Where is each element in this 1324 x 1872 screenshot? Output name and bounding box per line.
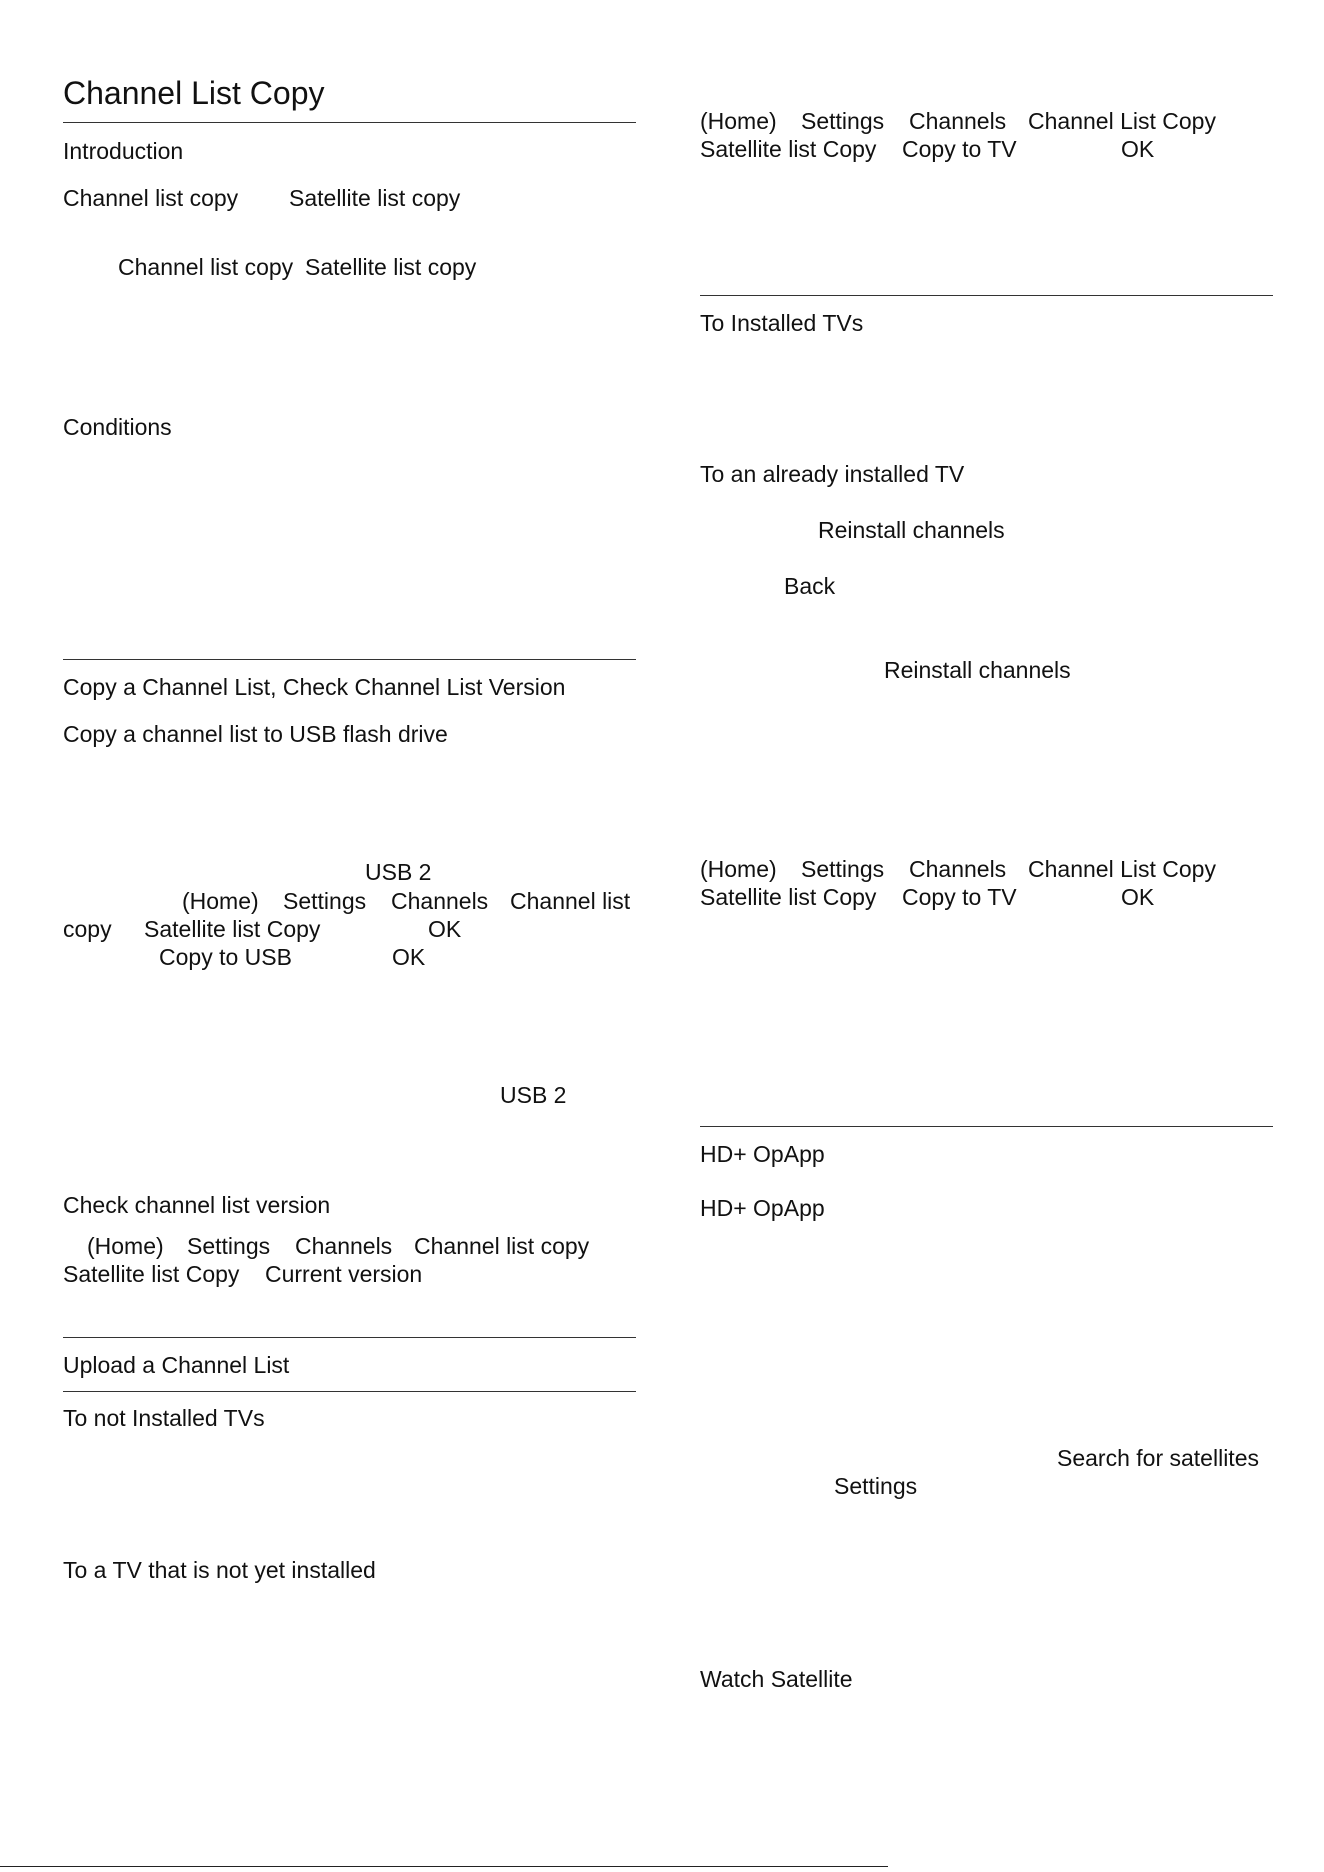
check-path-settings: Settings <box>187 1233 271 1259</box>
path1-copy-to-tv: Copy to TV <box>902 136 1017 162</box>
footer-divider <box>0 1866 888 1867</box>
intro-satellite-list-copy-2: Satellite list copy <box>305 254 477 280</box>
section-divider-copy <box>63 659 636 660</box>
path2-ok: OK <box>1121 884 1155 910</box>
not-installed-subheading: To a TV that is not yet installed <box>63 1557 376 1583</box>
path-copy: copy <box>63 916 112 942</box>
intro-channel-list-copy: Channel list copy <box>63 185 239 211</box>
check-path-channels: Channels <box>295 1233 393 1259</box>
hd-opapp-heading: HD+ OpApp <box>700 1141 825 1167</box>
already-installed-subheading: To an already installed TV <box>700 461 965 487</box>
path1-satellite-list-copy: Satellite list Copy <box>700 136 877 162</box>
ok-label-2: OK <box>392 944 426 970</box>
path-home: (Home) <box>182 888 259 914</box>
section-divider-installed <box>700 295 1273 296</box>
search-for-satellites-label: Search for satellites <box>1057 1445 1259 1471</box>
path2-home: (Home) <box>700 856 777 882</box>
installed-heading: To Installed TVs <box>700 310 864 336</box>
path1-channel-list-copy: Channel List Copy <box>1028 108 1216 134</box>
path2-settings: Settings <box>801 856 885 882</box>
watch-satellite-label: Watch Satellite <box>700 1666 853 1692</box>
ok-label: OK <box>428 916 462 942</box>
hd-opapp-subheading: HD+ OpApp <box>700 1195 825 1221</box>
check-path-current-version: Current version <box>265 1261 423 1287</box>
path-channels: Channels <box>391 888 489 914</box>
path1-channels: Channels <box>909 108 1007 134</box>
path-satellite-list-copy: Satellite list Copy <box>144 916 321 942</box>
copy-to-usb-label: Copy to USB <box>159 944 292 970</box>
usb2-label-2: USB 2 <box>500 1082 567 1108</box>
usb2-label: USB 2 <box>365 859 432 885</box>
path2-channel-list-copy: Channel List Copy <box>1028 856 1216 882</box>
not-installed-heading: To not Installed TVs <box>63 1405 265 1431</box>
intro-satellite-list-copy: Satellite list copy <box>289 185 461 211</box>
upload-heading: Upload a Channel List <box>63 1352 290 1378</box>
settings-label: Settings <box>834 1473 918 1499</box>
conditions-heading: Conditions <box>63 414 172 440</box>
section-divider-upload <box>63 1337 636 1338</box>
check-path-satellite-list-copy: Satellite list Copy <box>63 1261 240 1287</box>
path1-settings: Settings <box>801 108 885 134</box>
path-channel-list: Channel list <box>510 888 631 914</box>
path2-channels: Channels <box>909 856 1007 882</box>
intro-channel-list-copy-2: Channel list copy <box>118 254 294 280</box>
path1-home: (Home) <box>700 108 777 134</box>
reinstall-channels-label: Reinstall channels <box>818 517 1005 543</box>
reinstall-channels-label-2: Reinstall channels <box>884 657 1071 683</box>
page-title: Channel List Copy <box>63 75 325 111</box>
subsection-divider <box>63 1391 636 1392</box>
check-version-heading: Check channel list version <box>63 1192 331 1218</box>
introduction-heading: Introduction <box>63 138 184 164</box>
check-path-home: (Home) <box>87 1233 164 1259</box>
path2-satellite-list-copy: Satellite list Copy <box>700 884 877 910</box>
check-path-channel-list-copy: Channel list copy <box>414 1233 590 1259</box>
title-divider <box>63 122 636 123</box>
copy-section-heading: Copy a Channel List, Check Channel List Version <box>63 674 566 700</box>
back-label: Back <box>784 573 836 599</box>
copy-usb-heading: Copy a channel list to USB flash drive <box>63 721 448 747</box>
path2-copy-to-tv: Copy to TV <box>902 884 1017 910</box>
section-divider-hd <box>700 1126 1273 1127</box>
path-settings: Settings <box>283 888 367 914</box>
path1-ok: OK <box>1121 136 1155 162</box>
